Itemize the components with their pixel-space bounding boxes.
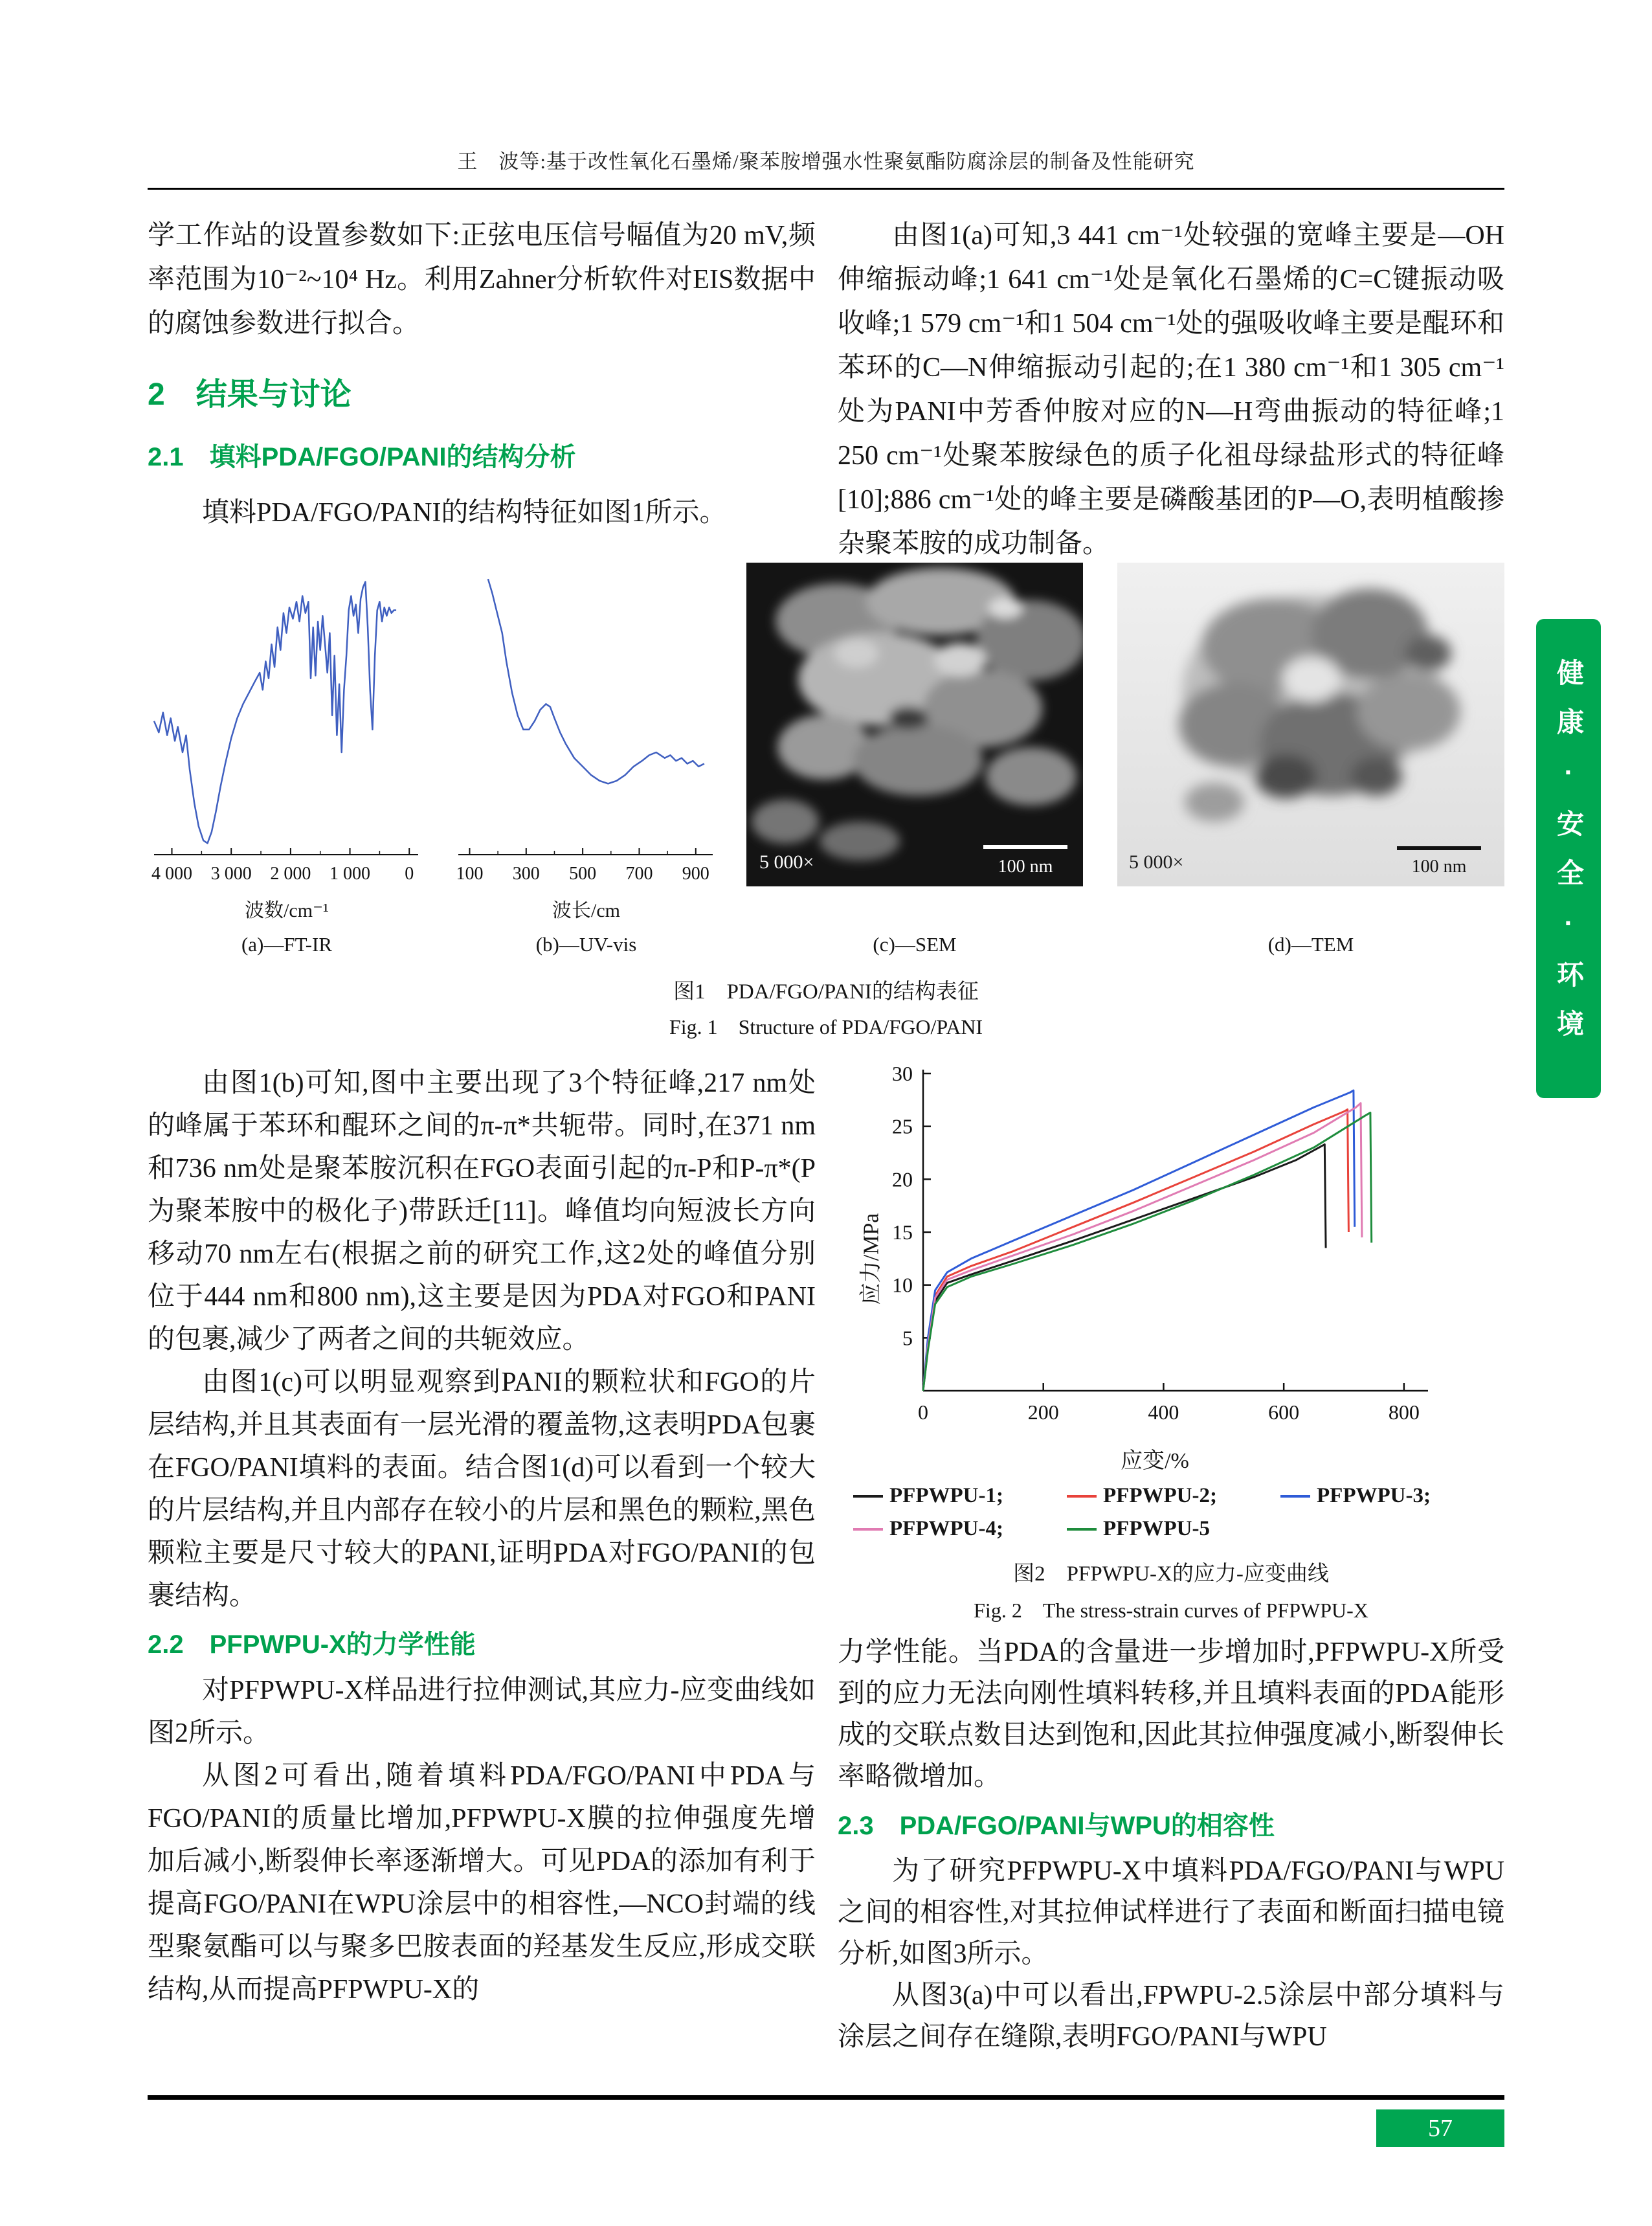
svg-text:100: 100 [456, 864, 484, 884]
svg-text:4 000: 4 000 [151, 864, 193, 884]
legend-item [1067, 1484, 1280, 1508]
ftir-caption: (a)—FT-IR [241, 933, 333, 956]
section-heading-2-1: 2.1 填料PDA/FGO/PANI的结构分析 [148, 443, 576, 471]
fig2-ylabel: 应力/MPa [859, 1213, 884, 1305]
figure1-panel-b [452, 563, 720, 956]
paragraph-uvvis-analysis: 由图1(b)可知,图中主要出现了3个特征峰,217 nm处的峰属于苯环和醌环之间的π-π*共轭带。同时,在371 nm和736 nm处是聚苯胺沉积在FGO表面引起的π-P和P-π*(P为聚苯胺中的极化子)带跃迁[11]。峰值均向短波长方向移动70 nm左右(根据之前的研究工作,这2处的峰值分别位于444 nm和800 nm),这主要是因为PDA对FGO和PANI的包裹,减少了两者之间的共轭效应。 [148, 1068, 816, 1355]
tem-image [1117, 563, 1504, 886]
legend-swatch [1280, 1495, 1310, 1498]
uvvis-xlabel: 波长/cm [552, 900, 620, 921]
sem-magnification: 5 000× [759, 851, 814, 873]
legend-label: PFPWPU-5 [1103, 1517, 1210, 1540]
svg-text:400: 400 [1148, 1400, 1179, 1424]
sem-image [746, 563, 1083, 886]
figure2-caption-cn: 图2 PFPWPU-X的应力-应变曲线 [1013, 1562, 1329, 1586]
paragraph-ftir-analysis: 由图1(a)可知,3 441 cm⁻¹处较强的宽峰主要是—OH伸缩振动峰;1 641 cm⁻¹处是氧化石墨烯的C=C键振动吸收峰;1 579 cm⁻¹和1 504 cm⁻¹处的强吸收峰主要是醌环和苯环的C—N伸缩振动引起的;在1 380 cm⁻¹和1 305 cm⁻¹处为PANI中芳香仲胺对应的N—H弯曲振动的特征峰;1 250 cm⁻¹处聚苯胺绿色的质子化祖母绿盐形式的特征峰[10];886 cm⁻¹处的峰主要是磷酸基团的P—O,表明植酸掺杂聚苯胺的成功制备。 [838, 221, 1504, 559]
svg-text:1 000: 1 000 [329, 864, 371, 884]
section-heading-results: 2 结果与讨论 [148, 377, 352, 412]
sem-caption: (c)—SEM [873, 933, 957, 956]
svg-text:800: 800 [1388, 1400, 1420, 1424]
paragraph-tensile-test: 对PFPWPU-X样品进行拉伸测试,其应力-应变曲线如图2所示。 [148, 1676, 816, 1748]
sem-scale-label: 100 nm [998, 857, 1053, 877]
sidebar-vertical-text: 健康·安全·环境 [1554, 658, 1584, 1059]
svg-text:3 000: 3 000 [210, 864, 252, 884]
tem-scale-bar [1397, 846, 1481, 850]
svg-text:10: 10 [892, 1273, 913, 1297]
svg-text:30: 30 [892, 1062, 913, 1085]
page-number: 57 [1428, 2115, 1453, 2142]
legend-swatch [1067, 1495, 1097, 1498]
sidebar-hse-banner [1536, 619, 1601, 1098]
svg-text:700: 700 [625, 864, 653, 884]
svg-text:25: 25 [892, 1114, 913, 1138]
svg-text:500: 500 [569, 864, 597, 884]
paragraph-fig3-intro: 从图3(a)中可以看出,FPWPU-2.5涂层中部分填料与涂层之间存在缝隙,表明FGO/PANI与WPU [838, 1981, 1504, 2052]
ftir-chart [148, 563, 426, 890]
section-heading-2-2: 2.2 PFPWPU-X的力学性能 [148, 1630, 476, 1659]
svg-text:900: 900 [682, 864, 709, 884]
svg-text:2 000: 2 000 [270, 864, 311, 884]
figure1-panel-a [148, 563, 426, 956]
legend-item [1067, 1517, 1280, 1541]
right-column-top [838, 214, 1504, 566]
page-number-box [1376, 2109, 1504, 2147]
paragraph-eis-settings: 学工作站的设置参数如下:正弦电压信号幅值为20 mV,频率范围为10⁻²~10⁴ Hz。利用Zahner分析软件对EIS数据中的腐蚀参数进行拟合。 [148, 221, 816, 339]
paragraph-mechanical-continuation: 力学性能。当PDA的含量进一步增加时,PFPWPU-X所受到的应力无法向刚性填料转移,并且填料表面的PDA能形成的交联点数目达到饱和,因此其拉伸强度减小,断裂伸长率略微增加。 [838, 1637, 1504, 1792]
svg-text:600: 600 [1268, 1400, 1300, 1424]
legend-label: PFPWPU-1; [889, 1484, 1003, 1507]
figure-1 [148, 563, 1504, 1045]
right-column-main [838, 1632, 1504, 2058]
figure1-caption-en: Fig. 1 Structure of PDA/FGO/PANI [669, 1015, 983, 1039]
tem-caption: (d)—TEM [1267, 933, 1354, 956]
section-heading-2-3: 2.3 PDA/FGO/PANI与WPU的相容性 [838, 1812, 1275, 1840]
stress-strain-chart [864, 1062, 1446, 1437]
svg-text:15: 15 [892, 1220, 913, 1244]
svg-text:300: 300 [512, 864, 540, 884]
legend-label: PFPWPU-3; [1317, 1484, 1431, 1507]
fig2-legend [853, 1484, 1501, 1541]
left-column-main [148, 1062, 816, 2011]
ftir-xlabel: 波数/cm⁻¹ [245, 900, 329, 921]
svg-text:20: 20 [892, 1167, 913, 1191]
figure1-caption-cn: 图1 PDA/FGO/PANI的结构表征 [673, 980, 979, 1004]
uvvis-chart [452, 563, 720, 890]
figure1-panel-d [1117, 563, 1504, 956]
legend-label: PFPWPU-4; [889, 1517, 1003, 1540]
legend-item [853, 1517, 1067, 1541]
paragraph-fig1-intro: 填料PDA/FGO/PANI的结构特征如图1所示。 [202, 498, 727, 528]
figure2-caption-en: Fig. 2 The stress-strain curves of PFPWPU-X [974, 1599, 1368, 1622]
paragraph-fig2-discussion: 从图2可看出,随着填料PDA/FGO/PANI中PDA与FGO/PANI的质量比增加,PFPWPU-X膜的拉伸强度先增加后减小,断裂伸长率逐渐增大。可见PDA的添加有利于提高FGO/PANI在WPU涂层中的相容性,—NCO封端的线型聚氨酯可以与聚多巴胺表面的羟基发生反应,形成交联结构,从而提高PFPWPU-X的 [148, 1761, 816, 2005]
legend-item [853, 1484, 1067, 1508]
legend-swatch [1067, 1528, 1097, 1531]
legend-swatch [853, 1528, 883, 1531]
legend-item [1280, 1484, 1494, 1508]
figure1-panel-c [746, 563, 1083, 956]
bottom-rule [148, 2095, 1504, 2100]
svg-text:5: 5 [902, 1326, 913, 1350]
paragraph-sem-tem-analysis: 由图1(c)可以明显观察到PANI的颗粒状和FGO的片层结构,并且其表面有一层光滑的覆盖物,这表明PDA包裹在FGO/PANI填料的表面。结合图1(d)可以看到一个较大的片层结构,并且内部存在较小的片层和黑色的颗粒,黑色颗粒主要是尺寸较大的PANI,证明PDA对FGO/PANI的包裹结构。 [148, 1367, 816, 1611]
sem-scale-bar [983, 845, 1067, 849]
left-column-top [148, 214, 816, 535]
svg-text:200: 200 [1027, 1400, 1059, 1424]
header-rule [148, 188, 1504, 190]
legend-swatch [853, 1495, 883, 1498]
svg-text:0: 0 [918, 1400, 928, 1424]
svg-text:0: 0 [405, 864, 414, 884]
fig2-xlabel: 应变/% [1121, 1449, 1189, 1473]
running-header: 王 波等:基于改性氧化石墨烯/聚苯胺增强水性聚氨酯防腐涂层的制备及性能研究 [457, 150, 1195, 173]
tem-magnification: 5 000× [1129, 851, 1184, 873]
uvvis-caption: (b)—UV-vis [535, 933, 637, 956]
paragraph-compatibility: 为了研究PFPWPU-X中填料PDA/FGO/PANI与WPU之间的相容性,对其拉伸试样进行了表面和断面扫描电镜分析,如图3所示。 [838, 1856, 1504, 1969]
figure-2 [838, 1062, 1504, 1632]
tem-scale-label: 100 nm [1411, 857, 1467, 877]
legend-label: PFPWPU-2; [1103, 1484, 1217, 1507]
